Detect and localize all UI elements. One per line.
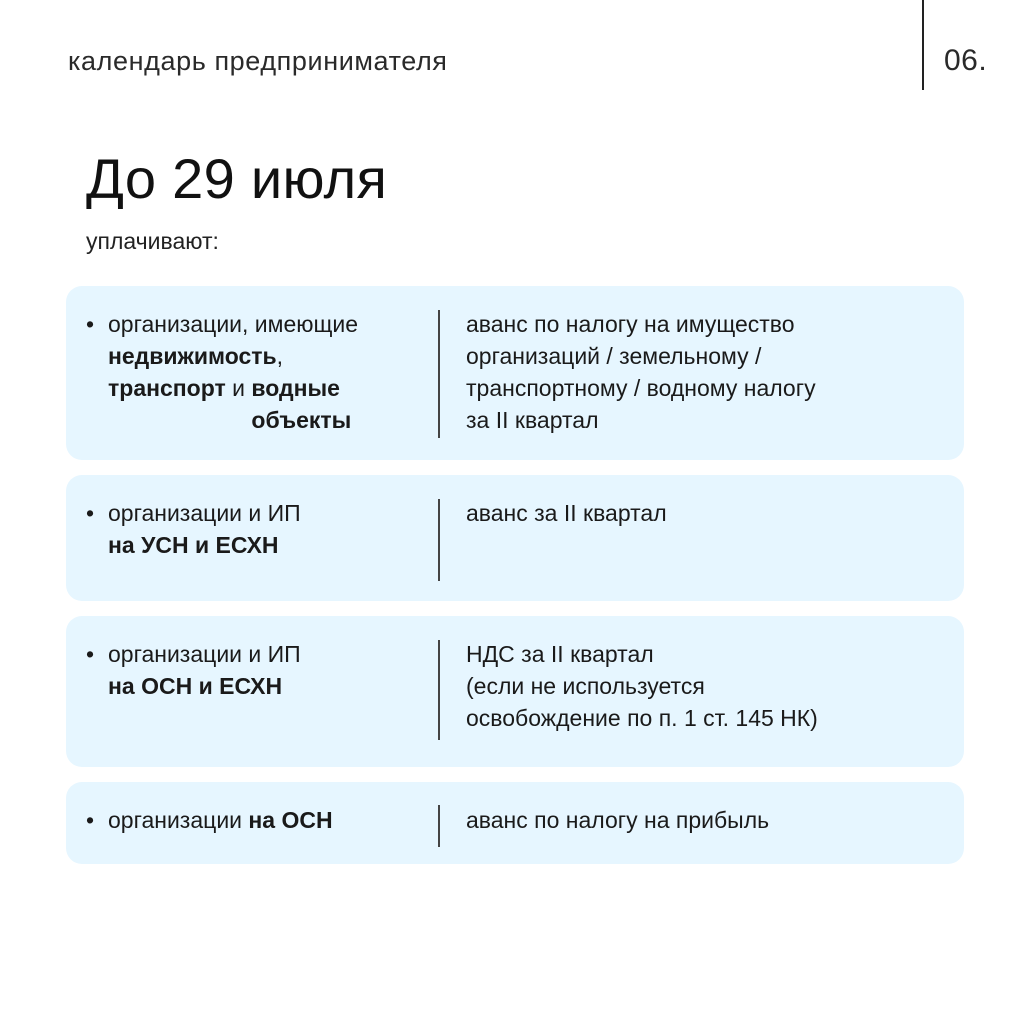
card-left-column xyxy=(86,804,426,836)
card-vat xyxy=(66,616,964,767)
left-text-part: , xyxy=(276,343,284,369)
column-divider xyxy=(438,499,440,581)
column-divider xyxy=(438,805,440,847)
left-text-bold: на ОСН и ЕСХН xyxy=(108,673,283,699)
bullet: • xyxy=(86,807,95,833)
right-line: НДС за II квартал xyxy=(466,641,654,667)
page-number: 06. xyxy=(944,44,988,77)
card-left-text xyxy=(86,638,426,702)
left-text-part: организации xyxy=(108,807,243,833)
left-text-bold: водные объекты xyxy=(251,375,352,433)
card-profit-tax xyxy=(66,782,964,864)
card-left-text xyxy=(86,497,426,561)
bullet: • xyxy=(86,641,95,667)
card-right-column xyxy=(466,497,946,529)
card-right-column xyxy=(466,804,946,836)
left-text-bold: на УСН и ЕСХН xyxy=(108,532,279,558)
subtitle: уплачивают: xyxy=(86,228,219,254)
card-property-tax xyxy=(66,286,964,460)
right-line: транспортному / водному налогу xyxy=(466,375,816,401)
left-text-part: организации и ИП xyxy=(108,500,301,526)
page-title: До 29 июля xyxy=(86,147,388,210)
card-left-text xyxy=(86,308,426,436)
right-line: за II квартал xyxy=(466,407,599,433)
card-left-column xyxy=(86,638,426,702)
card-usn-advance xyxy=(66,475,964,601)
left-text-bold: транспорт xyxy=(108,375,226,401)
left-text-part: и xyxy=(232,375,245,401)
card-left-column xyxy=(86,497,426,561)
bullet: • xyxy=(86,311,95,337)
card-right-column xyxy=(466,638,946,734)
bullet: • xyxy=(86,500,95,526)
card-left-text xyxy=(86,804,426,836)
right-line: аванс по налогу на имущество xyxy=(466,311,795,337)
page-divider xyxy=(922,0,924,90)
left-text-bold: недвижимость xyxy=(108,343,277,369)
left-text-part: организации и ИП xyxy=(108,641,301,667)
card-right-column xyxy=(466,308,946,436)
left-text-bold: на ОСН xyxy=(248,807,333,833)
right-line: организаций / земельному / xyxy=(466,343,762,369)
right-line: аванс за II квартал xyxy=(466,500,667,526)
right-line: освобождение по п. 1 ст. 145 НК) xyxy=(466,705,818,731)
card-left-column xyxy=(86,308,426,436)
header-title: календарь предпринимателя xyxy=(68,46,448,76)
right-line: (если не используется xyxy=(466,673,705,699)
left-text-part: организации, имеющие xyxy=(108,311,359,337)
right-line: аванс по налогу на прибыль xyxy=(466,807,770,833)
column-divider xyxy=(438,640,440,740)
column-divider xyxy=(438,310,440,438)
